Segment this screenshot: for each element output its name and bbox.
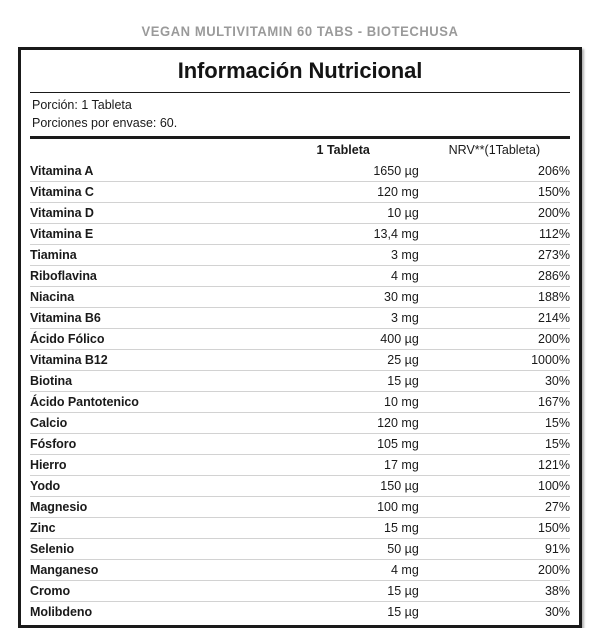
nutrition-table: [30, 139, 570, 622]
nutrient-name: Zinc: [30, 517, 268, 538]
table-row: [30, 454, 570, 475]
nutrient-nrv: 15%: [419, 412, 570, 433]
nutrient-name: Calcio: [30, 412, 268, 433]
nutrient-name: Selenio: [30, 538, 268, 559]
table-body: [30, 161, 570, 622]
nutrient-name: Yodo: [30, 475, 268, 496]
table-row: [30, 559, 570, 580]
nutrient-nrv: 112%: [419, 223, 570, 244]
nutrient-amount: 10 mg: [268, 391, 419, 412]
nutrient-amount: 4 mg: [268, 559, 419, 580]
serving-size-text: Porción: 1 Tableta: [32, 98, 132, 113]
nutrient-nrv: 38%: [419, 580, 570, 601]
nutrient-amount: 50 µg: [268, 538, 419, 559]
serving-info: [30, 93, 570, 136]
nutrient-name: Vitamina C: [30, 181, 268, 202]
nutrient-nrv: 167%: [419, 391, 570, 412]
nutrient-name: Fósforo: [30, 433, 268, 454]
nutrient-name: Molibdeno: [30, 604, 93, 619]
table-row: [30, 601, 570, 622]
nutrient-name: Manganeso: [30, 559, 268, 580]
product-title: VEGAN MULTIVITAMIN 60 TABS - BIOTECHUSA: [141, 23, 459, 39]
table-row: [30, 328, 570, 349]
nutrient-amount: 25 µg: [268, 349, 419, 370]
nutrient-amount: 3 mg: [268, 307, 419, 328]
table-row: [30, 181, 570, 202]
nutrient-name: Vitamina E: [30, 223, 268, 244]
table-row: [30, 391, 570, 412]
nutrient-amount: 30 mg: [268, 286, 419, 307]
nutrient-amount: 15 µg: [268, 370, 419, 391]
nutrient-nrv: 15%: [419, 433, 570, 454]
table-row: [30, 161, 570, 182]
nutrient-nrv: 30%: [544, 604, 570, 619]
nutrient-nrv: 206%: [419, 161, 570, 182]
nutrient-amount: 120 mg: [268, 181, 419, 202]
nutrient-amount: 100 mg: [268, 496, 419, 517]
nutrient-amount: 150 µg: [268, 475, 419, 496]
table-row: [30, 538, 570, 559]
table-header-row: [30, 139, 570, 161]
nutrient-name: Vitamina B6: [30, 307, 268, 328]
table-row: [30, 475, 570, 496]
nutrient-nrv: 100%: [419, 475, 570, 496]
nutrient-amount: 17 mg: [268, 454, 419, 475]
servings-per-container-text: Porciones por envase: 60.: [32, 115, 178, 130]
nutrition-facts-panel: [18, 47, 582, 628]
nutrient-amount: 400 µg: [268, 328, 419, 349]
nutrient-nrv: 150%: [419, 517, 570, 538]
table-row: [30, 412, 570, 433]
nutrient-nrv: 150%: [419, 181, 570, 202]
table-row: [30, 433, 570, 454]
nutrient-amount: 10 µg: [268, 202, 419, 223]
table-row: [30, 370, 570, 391]
nutrient-nrv: 200%: [419, 328, 570, 349]
nutrient-amount: 1650 µg: [268, 161, 419, 182]
nutrient-nrv: 91%: [419, 538, 570, 559]
table-row: [30, 244, 570, 265]
nutrient-nrv: 200%: [419, 202, 570, 223]
nutrient-nrv: 273%: [419, 244, 570, 265]
nutrient-nrv: 200%: [419, 559, 570, 580]
nutrient-amount: 105 mg: [268, 433, 419, 454]
table-row: [30, 202, 570, 223]
table-row: [30, 580, 570, 601]
nutrient-amount: 15 mg: [268, 517, 419, 538]
nutrient-name: Biotina: [30, 370, 268, 391]
nutrient-nrv: 1000%: [419, 349, 570, 370]
table-row: [30, 265, 570, 286]
nutrient-amount: 13,4 mg: [268, 223, 419, 244]
nutrient-name: Ácido Fólico: [30, 328, 268, 349]
nutrient-name: Niacina: [30, 286, 268, 307]
nutrient-name: Vitamina A: [30, 161, 268, 182]
nutrient-amount: 3 mg: [268, 244, 419, 265]
nutrient-name: Cromo: [30, 580, 268, 601]
nutrient-name: Riboflavina: [30, 265, 268, 286]
table-row: [30, 286, 570, 307]
nutrient-nrv: 286%: [419, 265, 570, 286]
nutrient-name: Vitamina D: [30, 202, 268, 223]
column-header-nrv: NRV**(1Tableta): [448, 142, 541, 157]
nutrient-name: Ácido Pantotenico: [30, 391, 268, 412]
nutrient-name: Hierro: [30, 454, 268, 475]
table-row: [30, 223, 570, 244]
nutrient-nrv: 27%: [419, 496, 570, 517]
nutrient-amount: 15 µg: [387, 604, 419, 619]
nutrient-nrv: 121%: [419, 454, 570, 475]
table-row: [30, 496, 570, 517]
nutrient-name: Vitamina B12: [30, 349, 268, 370]
nutrient-name: Tiamina: [30, 244, 268, 265]
table-header: [30, 139, 570, 161]
nutrient-nrv: 30%: [419, 370, 570, 391]
panel-title: Información Nutricional: [177, 58, 423, 83]
table-row: [30, 517, 570, 538]
table-row: [30, 349, 570, 370]
nutrient-nrv: 188%: [419, 286, 570, 307]
nutrient-amount: 4 mg: [268, 265, 419, 286]
column-header-nutrient: [30, 139, 268, 161]
nutrient-amount: 120 mg: [268, 412, 419, 433]
column-header-amount: 1 Tableta: [316, 142, 370, 157]
table-row: [30, 307, 570, 328]
nutrient-name: Magnesio: [30, 496, 268, 517]
nutrient-amount: 15 µg: [268, 580, 419, 601]
nutrient-nrv: 214%: [419, 307, 570, 328]
